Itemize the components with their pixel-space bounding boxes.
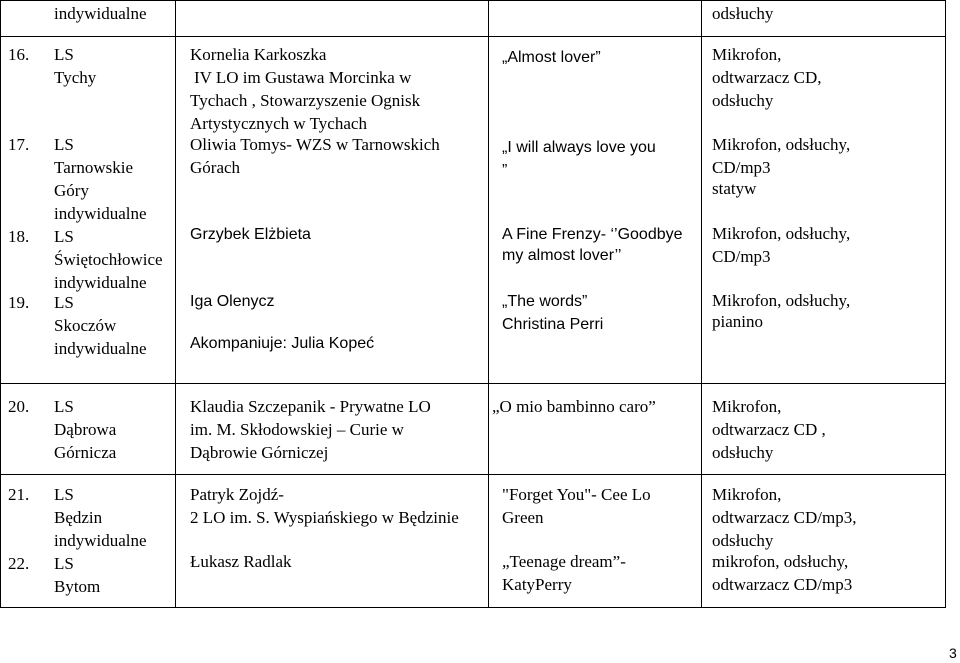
song-artist: KatyPerry [502, 575, 572, 594]
equipment-text: Mikrofon, [712, 485, 782, 504]
city-name: Góry [54, 181, 89, 200]
school-type: LS [54, 397, 74, 416]
equipment-text: Mikrofon, odsłuchy, [712, 224, 851, 243]
col-divider [0, 0, 1, 608]
song-artist: Green [502, 508, 544, 527]
equipment-text: Mikrofon, [712, 397, 782, 416]
school-type: LS [54, 554, 74, 573]
table-border-bottom [0, 607, 946, 608]
city-name: Górnicza [54, 443, 117, 462]
city-name: Tarnowskie [54, 158, 134, 177]
performer-text: Oliwia Tomys- WZS w Tarnowskich [190, 135, 440, 154]
page-number: 3 [949, 645, 957, 661]
performer-text: Kornelia Karkoszka [190, 45, 327, 64]
entry-number: 19. [8, 293, 30, 312]
category-label: indywidualne [54, 204, 147, 223]
equipment-text: Mikrofon, [712, 45, 782, 64]
row-divider [0, 474, 946, 475]
city-name: Skoczów [54, 316, 117, 335]
entry-number: 18. [8, 227, 30, 246]
song-artist: Christina Perri [502, 316, 604, 333]
performer-text: Patryk Zojdź- [190, 485, 284, 504]
equipment-text: odtwarzacz CD , [712, 420, 826, 439]
song-title: "Forget You"- Cee Lo [502, 485, 651, 504]
table-border-top [0, 0, 946, 1]
accompanist-text: Akompaniuje: Julia Kopeć [190, 335, 375, 352]
city-name: Tychy [54, 68, 97, 87]
school-type: LS [54, 293, 74, 312]
song-title: „Almost lover” [502, 49, 601, 66]
song-title: A Fine Frenzy- ‘’Goodbye [502, 226, 683, 243]
performer-text: Klaudia Szczepanik - Prywatne LO [190, 397, 431, 416]
equipment-text: odtwarzacz CD/mp3 [712, 575, 853, 594]
school-type: LS [54, 45, 74, 64]
performer-text: Artystycznych w Tychach [190, 114, 367, 133]
song-title: „I will always love you [502, 139, 656, 156]
category-label: indywidualne [54, 273, 147, 292]
category-label: indywidualne [54, 4, 147, 23]
performer-text: im. M. Skłodowskiej – Curie w [190, 420, 404, 439]
performer-text: Łukasz Radlak [190, 552, 292, 571]
school-type: LS [54, 485, 74, 504]
equipment-text: Mikrofon, odsłuchy, [712, 291, 851, 310]
equipment-text: CD/mp3 [712, 158, 771, 177]
row-divider [0, 383, 946, 384]
entry-number: 17. [8, 135, 30, 154]
equipment-text: CD/mp3 [712, 247, 771, 266]
equipment-text: pianino [712, 312, 763, 331]
entry-number: 22. [8, 554, 30, 573]
equipment-text: odtwarzacz CD/mp3, [712, 508, 857, 527]
entry-number: 21. [8, 485, 30, 504]
song-title: „The words” [502, 293, 588, 310]
entry-number: 20. [8, 397, 30, 416]
category-label: indywidualne [54, 339, 147, 358]
equipment-text: odsłuchy [712, 91, 774, 110]
performer-text: Górach [190, 158, 241, 177]
col-divider [488, 0, 489, 608]
performer-text: IV LO im Gustawa Morcinka w [194, 68, 412, 87]
song-title: „Teenage dream”- [502, 552, 626, 571]
equipment-text: odsłuchy [712, 4, 774, 23]
col-divider [945, 0, 946, 608]
song-title: my almost lover’’ [502, 247, 622, 264]
category-label: indywidualne [54, 531, 147, 550]
performer-text: Dąbrowie Górniczej [190, 443, 329, 462]
school-type: LS [54, 135, 74, 154]
equipment-text: odtwarzacz CD, [712, 68, 822, 87]
song-title: „O mio bambinno caro” [492, 397, 656, 416]
row-divider [0, 36, 946, 37]
entry-number: 16. [8, 45, 30, 64]
performer-text: Tychach , Stowarzyszenie Ognisk [190, 91, 421, 110]
city-name: Dąbrowa [54, 420, 117, 439]
song-title: ” [502, 162, 508, 179]
equipment-text: odsłuchy [712, 531, 774, 550]
school-type: LS [54, 227, 74, 246]
performer-text: 2 LO im. S. Wyspiańskiego w Będzinie [190, 508, 459, 527]
equipment-text: odsłuchy [712, 443, 774, 462]
equipment-text: mikrofon, odsłuchy, [712, 552, 849, 571]
city-name: Świętochłowice [54, 250, 163, 269]
performer-text: Iga Olenycz [190, 293, 275, 310]
col-divider [701, 0, 702, 608]
equipment-text: statyw [712, 179, 757, 198]
city-name: Będzin [54, 508, 103, 527]
col-divider [175, 0, 176, 608]
performer-text: Grzybek Elżbieta [190, 226, 311, 243]
equipment-text: Mikrofon, odsłuchy, [712, 135, 851, 154]
city-name: Bytom [54, 577, 101, 596]
